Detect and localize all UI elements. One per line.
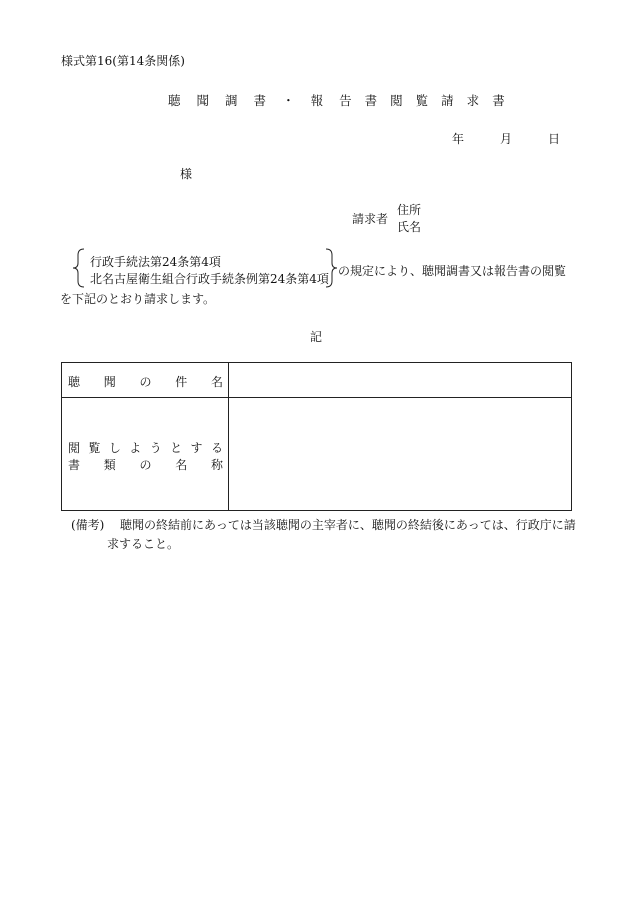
label-char: 聴 xyxy=(68,375,81,389)
title-char: ・ xyxy=(282,93,295,108)
title-char: 書 xyxy=(364,93,378,108)
title-char: 覧 xyxy=(415,93,429,108)
law-reference-2: 北名古屋衛生組合行政手続条例第24条第4項 xyxy=(90,272,329,286)
label-char: 類 xyxy=(103,458,116,472)
label-char: の xyxy=(139,375,152,389)
label-char: 聞 xyxy=(103,375,116,389)
label-char: 書 xyxy=(68,458,81,472)
title-char: 請 xyxy=(441,93,454,108)
left-brace-icon xyxy=(72,248,86,288)
title-char: 報 xyxy=(310,93,324,108)
table-column-divider xyxy=(228,363,229,510)
label-char: 覧 xyxy=(88,441,101,455)
label-char: る xyxy=(210,441,223,455)
title-char: 求 xyxy=(466,93,480,108)
title-char: 書 xyxy=(492,93,505,108)
note-text-line2: 求すること。 xyxy=(107,537,180,551)
document-title xyxy=(168,91,505,109)
note-text-line1: 聴聞の終結前にあっては当該聴聞の主宰者に、聴聞の終結後にあっては、行政庁に請 xyxy=(120,518,576,532)
form-number: 様式第16(第14条関係) xyxy=(61,54,185,68)
title-char: 調 xyxy=(225,93,238,108)
date-year-label: 年 xyxy=(452,132,465,146)
label-char: 閲 xyxy=(68,441,81,455)
title-char: 閲 xyxy=(390,93,403,108)
label-char: と xyxy=(170,441,183,455)
document-to-view-label-line1 xyxy=(68,439,223,456)
hearing-subject-label xyxy=(68,373,223,390)
date-line xyxy=(452,130,562,146)
law-reference-1: 行政手続法第24条第4項 xyxy=(90,255,221,269)
label-char: 称 xyxy=(210,458,223,472)
title-char: 書 xyxy=(253,93,267,108)
note-prefix: (備考) xyxy=(71,518,105,532)
title-char: 聞 xyxy=(196,93,210,108)
address-label: 住所 xyxy=(397,203,422,217)
requester-label: 請求者 xyxy=(352,212,389,226)
title-char: 告 xyxy=(339,93,352,108)
title-char: 聴 xyxy=(168,93,181,108)
document-to-view-label-line2 xyxy=(68,456,223,473)
name-label: 氏名 xyxy=(397,220,422,234)
label-char: 件 xyxy=(175,375,188,389)
addressee-suffix: 様 xyxy=(180,167,193,181)
label-char: 名 xyxy=(175,458,188,472)
label-char: 名 xyxy=(210,375,223,389)
label-char: う xyxy=(149,441,162,455)
label-char: よ xyxy=(129,441,142,455)
request-table xyxy=(61,362,572,511)
ki-heading: 記 xyxy=(310,330,323,344)
label-char: し xyxy=(108,441,121,455)
right-brace-icon xyxy=(324,248,338,288)
body-text-line1: の規定により、聴聞調書又は報告書の閲覧 xyxy=(338,264,567,278)
date-month-label: 月 xyxy=(500,132,513,146)
label-char: の xyxy=(139,458,152,472)
date-day-label: 日 xyxy=(548,132,561,146)
label-char: す xyxy=(190,441,203,455)
body-text-line2: を下記のとおり請求します。 xyxy=(60,292,216,306)
